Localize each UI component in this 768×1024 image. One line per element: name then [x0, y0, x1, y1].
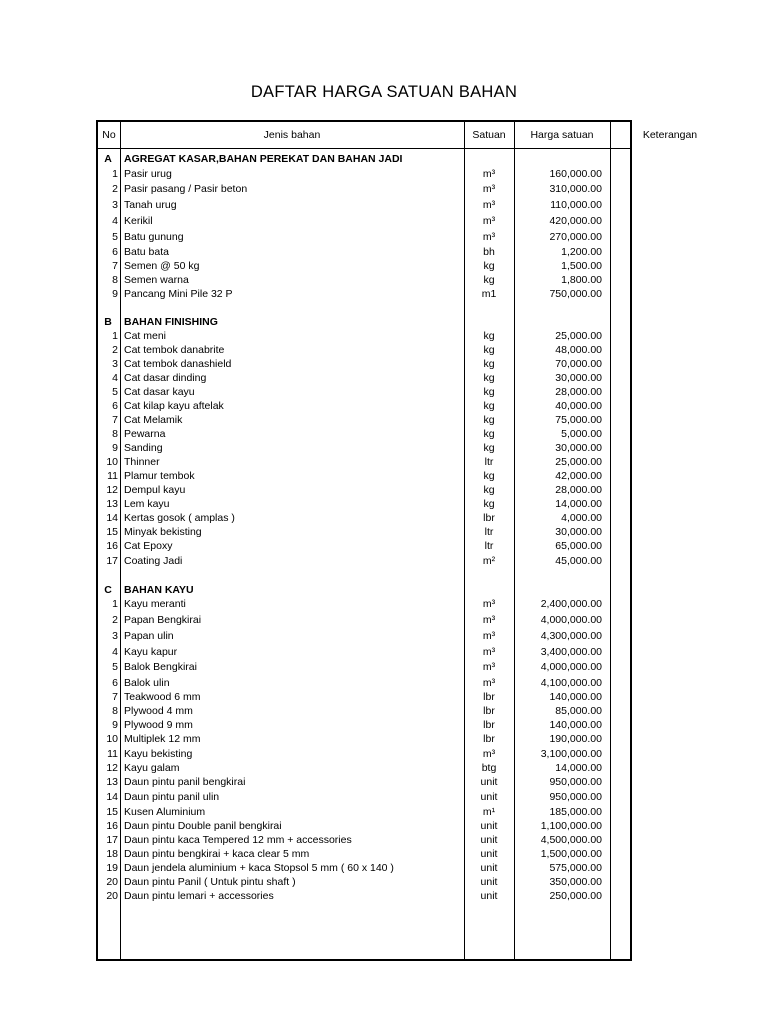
item-unit: kg	[483, 428, 495, 440]
item-name: Daun pintu lemari + accessories	[124, 890, 274, 902]
item-price: 30,000.00	[555, 526, 602, 538]
item-name: Kayu galam	[124, 762, 180, 774]
item-name: Daun jendela aluminium + kaca Stopsol 5 mm ( 60 x 140 )	[124, 862, 394, 874]
item-price: 14,000.00	[555, 762, 602, 774]
item-price: 1,500.00	[561, 260, 602, 272]
item-price: 30,000.00	[555, 442, 602, 454]
item-no: 12	[106, 762, 118, 774]
item-unit: unit	[480, 862, 498, 874]
item-name: Kayu kapur	[124, 646, 178, 658]
item-name: Cat dasar dinding	[124, 372, 207, 384]
item-unit: unit	[480, 890, 498, 902]
item-no: 13	[106, 498, 118, 510]
table-row	[98, 718, 630, 732]
item-name: Daun pintu Double panil bengkirai	[124, 820, 282, 832]
item-price: 42,000.00	[555, 470, 602, 482]
item-price: 85,000.00	[555, 705, 602, 717]
item-name: Semen warna	[124, 274, 189, 286]
item-no: 4	[112, 372, 118, 384]
item-name: Cat meni	[124, 330, 167, 342]
header-jenis-bahan: Jenis bahan	[263, 129, 321, 141]
item-name: Batu bata	[124, 246, 169, 258]
item-name: Pewarna	[124, 428, 166, 440]
table-row	[98, 704, 630, 718]
table-row	[98, 273, 630, 287]
table-row	[98, 198, 630, 212]
item-no: 16	[106, 820, 118, 832]
item-price: 5,000.00	[561, 428, 602, 440]
item-price: 28,000.00	[555, 386, 602, 398]
table-row	[98, 690, 630, 704]
table-row	[98, 182, 630, 196]
item-name: Sanding	[124, 442, 163, 454]
table-row	[98, 597, 630, 611]
item-price: 14,000.00	[555, 498, 602, 510]
item-price: 45,000.00	[555, 555, 602, 567]
item-unit: kg	[483, 470, 495, 482]
table-row	[98, 427, 630, 441]
table-row	[98, 847, 630, 861]
item-name: Tanah urug	[124, 199, 177, 211]
item-name: Thinner	[124, 456, 160, 468]
item-unit: m³	[482, 748, 496, 760]
item-price: 1,100,000.00	[540, 820, 602, 832]
item-no: 9	[112, 288, 118, 300]
section-name: BAHAN FINISHING	[124, 316, 218, 328]
table-row	[98, 775, 630, 789]
item-name: Coating Jadi	[124, 555, 183, 567]
table-row	[98, 287, 630, 301]
item-name: Kayu meranti	[124, 598, 186, 610]
item-unit: lbr	[483, 512, 495, 524]
table-row	[98, 554, 630, 568]
item-unit: m³	[482, 614, 496, 626]
item-no: 1	[112, 598, 118, 610]
item-unit: unit	[480, 876, 498, 888]
item-no: 8	[112, 428, 118, 440]
item-name: Cat tembok danashield	[124, 358, 232, 370]
table-row	[98, 413, 630, 427]
item-no: 5	[112, 386, 118, 398]
item-price: 140,000.00	[549, 719, 602, 731]
item-unit: lbr	[483, 733, 495, 745]
item-no: 7	[112, 414, 118, 426]
item-no: 7	[112, 260, 118, 272]
item-price: 4,500,000.00	[540, 834, 602, 846]
item-name: Plamur tembok	[124, 470, 195, 482]
table-row	[98, 613, 630, 627]
item-unit: m³	[482, 677, 496, 689]
item-unit: m³	[482, 168, 496, 180]
section-code: C	[104, 584, 112, 596]
item-price: 185,000.00	[549, 806, 602, 818]
item-name: Minyak bekisting	[124, 526, 202, 538]
item-unit: lbr	[483, 719, 495, 731]
item-unit: bh	[483, 246, 495, 258]
table-row	[98, 861, 630, 875]
table-row	[98, 819, 630, 833]
table-row	[98, 805, 630, 819]
item-no: 19	[106, 862, 118, 874]
item-no: 11	[107, 470, 118, 482]
item-no: 13	[106, 776, 118, 788]
table-row	[98, 761, 630, 775]
item-price: 4,300,000.00	[540, 630, 602, 642]
item-unit: m1	[481, 288, 497, 300]
item-price: 350,000.00	[549, 876, 602, 888]
item-unit: lbr	[483, 691, 495, 703]
item-no: 20	[106, 890, 118, 902]
item-price: 48,000.00	[555, 344, 602, 356]
item-name: Daun pintu panil ulin	[124, 791, 220, 803]
item-name: Cat Epoxy	[124, 540, 173, 552]
item-unit: m³	[482, 215, 496, 227]
table-row	[98, 483, 630, 497]
table-row	[98, 645, 630, 659]
item-name: Batu gunung	[124, 231, 184, 243]
table-row	[98, 747, 630, 761]
item-unit: kg	[483, 330, 495, 342]
item-price: 70,000.00	[555, 358, 602, 370]
item-no: 8	[112, 705, 118, 717]
item-price: 1,500,000.00	[540, 848, 602, 860]
item-no: 16	[106, 540, 118, 552]
page-title: DAFTAR HARGA SATUAN BAHAN	[250, 83, 518, 101]
item-no: 2	[112, 344, 118, 356]
item-no: 8	[112, 274, 118, 286]
item-name: Kayu bekisting	[124, 748, 193, 760]
item-no: 15	[106, 806, 118, 818]
item-price: 750,000.00	[549, 288, 602, 300]
item-unit: kg	[483, 400, 495, 412]
item-name: Cat tembok danabrite	[124, 344, 225, 356]
item-name: Cat kilap kayu aftelak	[124, 400, 224, 412]
item-name: Daun pintu panil bengkirai	[124, 776, 246, 788]
item-no: 6	[112, 400, 118, 412]
item-no: 11	[107, 748, 118, 760]
item-unit: m¹	[482, 806, 496, 818]
item-name: Daun pintu bengkirai + kaca clear 5 mm	[124, 848, 310, 860]
item-no: 3	[112, 630, 118, 642]
table-row	[98, 511, 630, 525]
item-no: 18	[106, 848, 118, 860]
item-unit: kg	[483, 386, 495, 398]
item-name: Pasir urug	[124, 168, 172, 180]
section-code: B	[104, 316, 112, 328]
item-unit: unit	[480, 848, 498, 860]
item-price: 25,000.00	[555, 456, 602, 468]
item-name: Papan Bengkirai	[124, 614, 202, 626]
table-row	[98, 732, 630, 746]
item-no: 6	[112, 677, 118, 689]
item-unit: m³	[482, 661, 496, 673]
item-name: Kertas gosok ( amplas )	[124, 512, 235, 524]
item-unit: m³	[482, 646, 496, 658]
item-no: 5	[112, 231, 118, 243]
item-unit: m³	[482, 199, 496, 211]
item-no: 5	[112, 661, 118, 673]
table-row	[98, 539, 630, 553]
table-row	[98, 497, 630, 511]
table-row	[98, 385, 630, 399]
item-name: Semen @ 50 kg	[124, 260, 200, 272]
item-unit: kg	[483, 372, 495, 384]
table-row	[98, 875, 630, 889]
table-row	[98, 469, 630, 483]
table-row	[98, 357, 630, 371]
item-no: 6	[112, 246, 118, 258]
header-satuan: Satuan	[472, 129, 506, 141]
section-name: AGREGAT KASAR,BAHAN PEREKAT DAN BAHAN JADI	[124, 153, 403, 165]
item-price: 250,000.00	[549, 890, 602, 902]
item-price: 2,400,000.00	[540, 598, 602, 610]
item-unit: m²	[482, 555, 496, 567]
item-price: 4,000.00	[561, 512, 602, 524]
item-unit: kg	[483, 498, 495, 510]
item-unit: ltr	[484, 526, 494, 538]
item-unit: kg	[483, 442, 495, 454]
section-row	[98, 583, 630, 597]
item-price: 950,000.00	[549, 791, 602, 803]
item-unit: unit	[480, 776, 498, 788]
item-unit: lbr	[483, 705, 495, 717]
item-price: 4,000,000.00	[540, 661, 602, 673]
item-no: 4	[112, 215, 118, 227]
item-no: 1	[112, 168, 118, 180]
section-row	[98, 152, 630, 166]
table-row	[98, 833, 630, 847]
item-name: Balok ulin	[124, 677, 170, 689]
item-price: 140,000.00	[549, 691, 602, 703]
item-unit: kg	[483, 484, 495, 496]
item-no: 20	[106, 876, 118, 888]
item-name: Daun pintu kaca Tempered 12 mm + accessories	[124, 834, 352, 846]
item-no: 2	[112, 614, 118, 626]
item-no: 9	[112, 719, 118, 731]
item-price: 420,000.00	[549, 215, 602, 227]
item-no: 4	[112, 646, 118, 658]
header-no: No	[102, 129, 116, 141]
item-name: Papan ulin	[124, 630, 174, 642]
item-name: Balok Bengkirai	[124, 661, 197, 673]
item-price: 3,400,000.00	[540, 646, 602, 658]
item-price: 270,000.00	[549, 231, 602, 243]
table-row	[98, 455, 630, 469]
item-unit: unit	[480, 834, 498, 846]
table-row	[98, 399, 630, 413]
item-price: 30,000.00	[555, 372, 602, 384]
item-name: Plywood 9 mm	[124, 719, 193, 731]
item-name: Teakwood 6 mm	[124, 691, 201, 703]
table-row	[98, 676, 630, 690]
item-price: 4,100,000.00	[540, 677, 602, 689]
item-price: 1,800.00	[561, 274, 602, 286]
item-name: Pasir pasang / Pasir beton	[124, 183, 248, 195]
item-no: 17	[106, 834, 118, 846]
item-no: 1	[112, 330, 118, 342]
item-unit: kg	[483, 274, 495, 286]
item-unit: unit	[480, 820, 498, 832]
table-row	[98, 343, 630, 357]
item-unit: kg	[483, 260, 495, 272]
item-price: 160,000.00	[549, 168, 602, 180]
item-unit: kg	[483, 358, 495, 370]
section-row	[98, 315, 630, 329]
section-name: BAHAN KAYU	[124, 584, 194, 596]
table-row	[98, 167, 630, 181]
item-no: 12	[106, 484, 118, 496]
table-row	[98, 660, 630, 674]
table-row	[98, 329, 630, 343]
item-name: Plywood 4 mm	[124, 705, 193, 717]
item-unit: ltr	[484, 456, 494, 468]
item-unit: m³	[482, 183, 496, 195]
item-no: 14	[106, 791, 118, 803]
item-name: Daun pintu Panil ( Untuk pintu shaft )	[124, 876, 296, 888]
table-row	[98, 525, 630, 539]
item-no: 15	[106, 526, 118, 538]
item-price: 1,200.00	[561, 246, 602, 258]
item-name: Multiplek 12 mm	[124, 733, 201, 745]
item-name: Kusen Aluminium	[124, 806, 206, 818]
item-name: Dempul kayu	[124, 484, 186, 496]
table-row	[98, 371, 630, 385]
item-unit: m³	[482, 630, 496, 642]
item-no: 10	[106, 456, 118, 468]
item-no: 10	[106, 733, 118, 745]
item-unit: m³	[482, 231, 496, 243]
item-name: Cat Melamik	[124, 414, 183, 426]
item-unit: btg	[481, 762, 497, 774]
table-row	[98, 245, 630, 259]
item-price: 65,000.00	[555, 540, 602, 552]
header-harga-satuan: Harga satuan	[530, 129, 594, 141]
item-no: 3	[112, 199, 118, 211]
item-price: 950,000.00	[549, 776, 602, 788]
item-price: 310,000.00	[549, 183, 602, 195]
item-price: 190,000.00	[549, 733, 602, 745]
table-row	[98, 629, 630, 643]
item-name: Lem kayu	[124, 498, 170, 510]
item-unit: ltr	[484, 540, 494, 552]
item-unit: kg	[483, 344, 495, 356]
table-row	[98, 259, 630, 273]
item-unit: unit	[480, 791, 498, 803]
item-no: 14	[106, 512, 118, 524]
item-no: 9	[112, 442, 118, 454]
header-keterangan: Keterangan	[642, 129, 698, 141]
table-row	[98, 441, 630, 455]
item-no: 3	[112, 358, 118, 370]
table-row	[98, 214, 630, 228]
item-price: 75,000.00	[555, 414, 602, 426]
item-price: 28,000.00	[555, 484, 602, 496]
item-price: 575,000.00	[549, 862, 602, 874]
section-code: A	[104, 153, 112, 165]
item-name: Cat dasar kayu	[124, 386, 195, 398]
item-price: 4,000,000.00	[540, 614, 602, 626]
item-price: 25,000.00	[555, 330, 602, 342]
table-row	[98, 889, 630, 903]
item-no: 17	[106, 555, 118, 567]
item-unit: m³	[482, 598, 496, 610]
item-unit: kg	[483, 414, 495, 426]
item-name: Kerikil	[124, 215, 153, 227]
item-price: 40,000.00	[555, 400, 602, 412]
item-price: 3,100,000.00	[540, 748, 602, 760]
item-name: Pancang Mini Pile 32 P	[124, 288, 233, 300]
header-divider	[98, 148, 630, 149]
item-price: 110,000.00	[550, 199, 602, 211]
table-row	[98, 230, 630, 244]
item-no: 7	[112, 691, 118, 703]
table-row	[98, 790, 630, 804]
item-no: 2	[112, 183, 118, 195]
